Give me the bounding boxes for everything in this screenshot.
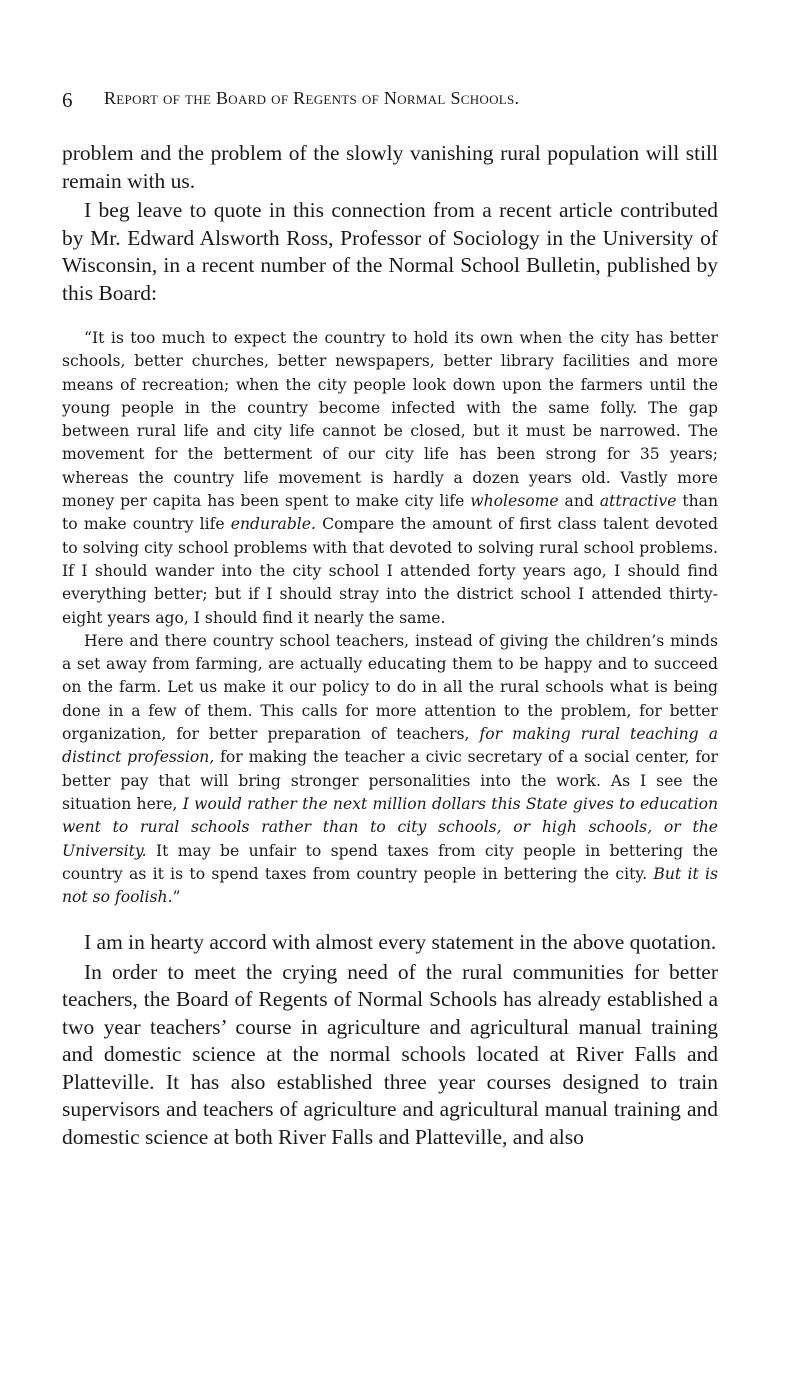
quote-text: Here and there country school teachers, instead of giving the children’s minds a set away from farming, are actually educating them to be happy and to succeed on the farm. Let us make it our policy to do in all the rural schools what is being done in a few of them. This calls for more attention to the problem, for better organization, for better preparation of teachers,: [62, 631, 718, 744]
quote-text: It may be unfair to spend taxes from city people in bettering the country as it is to spend taxes from country people in bettering the city.: [62, 841, 718, 883]
page-number: 6: [62, 88, 73, 112]
quote-emphasis: endurable.: [230, 515, 316, 534]
quote-text: and: [558, 492, 600, 511]
block-quotation: [62, 327, 718, 909]
body-paragraph: I beg leave to quote in this connection from a recent article contributed by Mr. Edward Alsworth Ross, Professor of Sociology in the University of Wisconsin, in a recent number of the Normal School Bulletin, published by this Board:: [62, 198, 718, 305]
quote-emphasis: attractive: [599, 492, 677, 511]
document-page: [62, 86, 718, 1151]
quote-emphasis: I would rather the next million dollars this State gives to education went to rural schools rather than to city schools, or high schools, or the University.: [62, 794, 718, 860]
body-paragraph: In order to meet the crying need of the rural communities for better teachers, the Board of Regents of Normal Schools has already established a two year teachers’ course in agriculture and agricultural manual training and domestic science at the normal schools located at River Falls and Platteville. It has also established three year courses designed to train supervisors and teachers of agriculture and agricultural manual training and domestic science at both River Falls and Platteville, and also: [62, 959, 718, 1149]
quote-text: ”: [172, 888, 181, 907]
quote-text: than to make country life: [62, 492, 718, 534]
body-paragraph: problem and the problem of the slowly vanishing rural population will still remain with us.: [62, 141, 718, 193]
quote-paragraph: [62, 327, 718, 630]
quote-emphasis: for making rural teaching a distinct profession,: [62, 725, 718, 767]
quote-text: “It is too much to expect the country to hold its own when the city has better schools, better churches, better newspapers, better library facilities and more means of recreation; when the city people look down upon the farmers until the young people in the country become infected with the same folly. The gap between rural life and city life cannot be closed, but it must be narrowed. The movement for the betterment of our city life has been strong for 35 years; whereas the country life movement is hardly a dozen years old. Vastly more money per capita has been spent to make city life: [62, 329, 718, 511]
body-paragraph: I am in hearty accord with almost every statement in the above quotation.: [84, 930, 717, 955]
quote-paragraph: [62, 630, 718, 910]
quote-text: for making the teacher a civic secretary of a social center, for better pay that will bring stronger personalities into the work. As I see the situation here,: [62, 748, 718, 813]
running-title: Report of the Board of Regents of Normal Schools.: [104, 88, 520, 108]
quote-emphasis: wholesome: [470, 492, 559, 511]
quote-emphasis: But it is not so foolish.: [62, 864, 718, 907]
quote-text: Compare the amount of first class talent devoted to solving city school problems with that devoted to solving rural school problems. If I should wander into the city school I attended forty years ago, I should find everything better; but if I should stray into the district school I attended thirty-eight years ago, I should find it nearly the same.: [62, 515, 718, 627]
page-header: [62, 86, 718, 120]
